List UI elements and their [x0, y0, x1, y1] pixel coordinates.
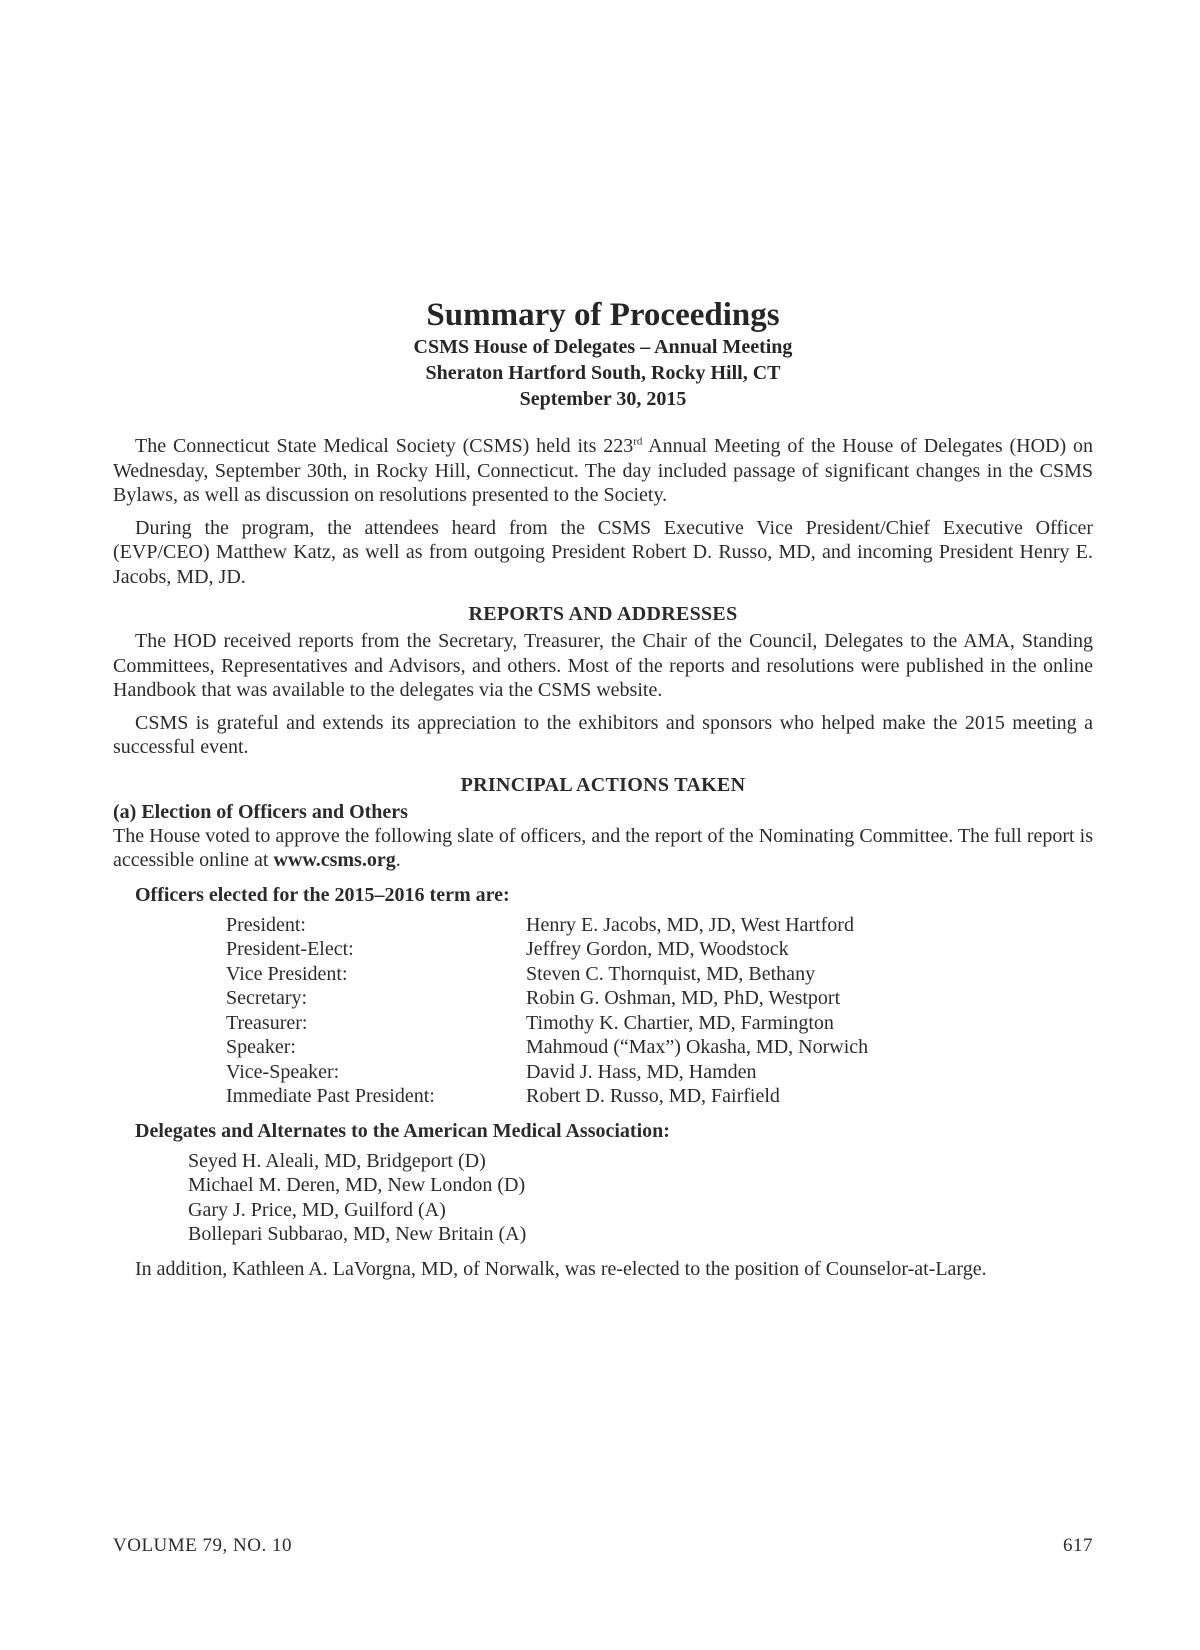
- meeting-date: September 30, 2015: [519, 388, 687, 410]
- election-text-end: .: [395, 849, 401, 871]
- officer-name: Mahmoud (“Max”) Okasha, MD, Norwich: [526, 1036, 869, 1058]
- page-number: 617: [1063, 1535, 1093, 1556]
- officer-row: [226, 986, 1093, 1011]
- officer-row: [226, 962, 1093, 987]
- intro-paragraph-2: During the program, the attendees heard from the CSMS Executive Vice President/Chief Executive Officer (EVP/CEO) Matthew Katz, as well as from outgoing President Robert D. Russo, MD, and incoming President Henry E. Jacobs, MD, JD.: [113, 516, 1093, 588]
- officer-role: Secretary:: [226, 987, 308, 1009]
- reports-paragraph-2: CSMS is grateful and extends its appreciation to the exhibitors and sponsors who helped make the 2015 meeting a successful event.: [113, 711, 1093, 758]
- officer-role: Immediate Past President:: [226, 1085, 435, 1107]
- ama-delegate: Bollepari Subbarao, MD, New Britain (A): [188, 1223, 527, 1245]
- officer-row: [226, 1084, 1093, 1109]
- officers-heading: Officers elected for the 2015–2016 term are:: [135, 883, 510, 906]
- reports-paragraph-1: The HOD received reports from the Secretary, Treasurer, the Chair of the Council, Delegates to the AMA, Standing Committees, Representatives and Advisors, and others. Most of the reports and resolutions were published in the online Handbook that was available to the delegates via the CSMS website.: [113, 630, 1093, 701]
- ama-delegates-list: [188, 1149, 1093, 1247]
- document-content: [113, 296, 1093, 1281]
- intro-paragraph-1: [113, 434, 1093, 508]
- meeting-location: Sheraton Hartford South, Rocky Hill, CT: [425, 362, 781, 384]
- officers-list: [226, 913, 1093, 1109]
- closing-paragraph: In addition, Kathleen A. LaVorgna, MD, of Norwalk, was re-elected to the position of Counselor-at-Large.: [135, 1257, 987, 1280]
- page-footer: [113, 1535, 1093, 1557]
- intro-p1-text-cont: Annual Meeting of the House of Delegates (HOD) on Wednesday, September 30th, in Rocky Hill, Connecticut. The day included passage of significant changes in the CSMS Bylaws, as well as discussion on resolutions presented to the Society.: [113, 435, 1093, 506]
- officer-row: [226, 1060, 1093, 1085]
- ordinal-suffix: rd: [633, 435, 643, 448]
- officer-role: Treasurer:: [226, 1011, 308, 1034]
- reports-heading: REPORTS AND ADDRESSES: [468, 603, 738, 625]
- meeting-name: CSMS House of Delegates – Annual Meeting: [413, 336, 793, 358]
- election-paragraph: [113, 824, 1093, 873]
- intro-p1-text: The Connecticut State Medical Society (CSMS) held its 223: [135, 435, 634, 457]
- officer-name: Jeffrey Gordon, MD, Woodstock: [526, 938, 789, 960]
- ama-delegate: Gary J. Price, MD, Guilford (A): [188, 1198, 446, 1221]
- officer-row: [226, 937, 1093, 962]
- election-subheading: (a) Election of Officers and Others: [113, 800, 408, 823]
- officer-role: President:: [226, 913, 306, 936]
- election-text: The House voted to approve the following slate of officers, and the report of the Nominating Committee. The full report is accessible online at: [113, 824, 1093, 871]
- officer-row: [226, 913, 1093, 938]
- officer-name: Steven C. Thornquist, MD, Bethany: [526, 962, 816, 985]
- actions-heading: PRINCIPAL ACTIONS TAKEN: [460, 773, 746, 796]
- officer-row: [226, 1035, 1093, 1060]
- ama-delegate: Seyed H. Aleali, MD, Bridgeport (D): [188, 1149, 486, 1172]
- officer-role: Vice President:: [226, 962, 348, 985]
- page-title: Summary of Proceedings: [426, 297, 780, 333]
- ama-heading: Delegates and Alternates to the American Medical Association:: [135, 1119, 670, 1142]
- officer-name: Robert D. Russo, MD, Fairfield: [526, 1085, 780, 1107]
- officer-name: Timothy K. Chartier, MD, Farmington: [526, 1011, 834, 1034]
- officer-role: Speaker:: [226, 1036, 296, 1058]
- officer-name: Henry E. Jacobs, MD, JD, West Hartford: [526, 913, 854, 936]
- volume-label: VOLUME 79, NO. 10: [113, 1535, 292, 1556]
- website-link[interactable]: www.csms.org: [273, 849, 396, 871]
- officer-name: Robin G. Oshman, MD, PhD, Westport: [526, 987, 841, 1009]
- officer-role: President-Elect:: [226, 938, 354, 960]
- ama-delegate: Michael M. Deren, MD, New London (D): [188, 1174, 526, 1196]
- officer-row: [226, 1011, 1093, 1036]
- officer-role: Vice-Speaker:: [226, 1060, 340, 1083]
- officer-name: David J. Hass, MD, Hamden: [526, 1060, 757, 1083]
